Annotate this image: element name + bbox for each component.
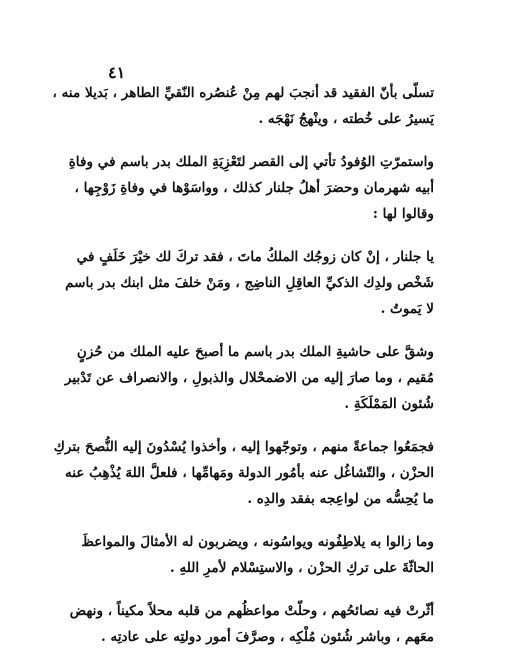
text-line: شَخْص ولدِك الذكيِّ العاقِلِ الناضِج ، ومَنْ خلفَ مثل ابنك بدر باسم <box>65 275 434 291</box>
paragraph <box>53 434 434 512</box>
text-line: وشقَّ على حاشيةِ الملك بدر باسم ما أصبحَ عليه الملك من حُزنٍ <box>76 344 434 360</box>
text-line: الحزْن ، والتّشاغُل عنه بأمُور الدولة ومَهامِّها ، فلعلَّ اللهَ يُذْهِبُ عنه <box>64 465 434 481</box>
paragraph <box>69 598 434 650</box>
text-line: معَهم ، وباشر شُئون مُلْكِه ، وصرَّفَ أمور دولتِه على عادتِه . <box>101 629 434 645</box>
text-line: وما زالوا به يلاطِفُونه ويواسُونه ، ويضربون له الأمثالَ والمواعظَ <box>81 534 434 550</box>
page-number: ٤١ <box>108 63 126 82</box>
text-line: فجمَعُوا جماعةً منهم ، وتوجّهوا إليه ، وأخذوا يُسْدُونَ إليه النُّصحَ بتركِ <box>53 439 434 455</box>
text-line: لا يَموتُ . <box>380 301 434 317</box>
paragraph <box>52 80 434 132</box>
text-line: يَسيرُ على خُطته ، وينْهجُ نَهْجَه . <box>258 111 434 127</box>
text-line: يا جلنار ، إنْ كان زوجُك الملكُ ماتَ ، فقد تركَ لك خيْرَ خَلَفٍ في <box>76 249 434 265</box>
paragraph <box>65 244 434 322</box>
text-line: وقالوا لها : <box>372 206 434 222</box>
text-line: شُئون المَمْلَكَةِ . <box>344 396 434 412</box>
text-line: ما يُحِسُّه من لواعِجه بفقد والدِه . <box>247 491 434 507</box>
text-line: أبيه شهرمان وحضرَ أهلُ جلنار كذلك ، وواسَوْها في وفاةِ زَوْجِها ، <box>74 180 434 196</box>
text-line: أثّرتْ فيه نصائحُهم ، وحلّتْ مواعظُهم من قلبه محلاً مكيناً ، ونهض <box>69 603 434 619</box>
paragraph <box>81 529 434 581</box>
paragraph <box>68 149 434 227</box>
text-line: تسلّى بأنّ الفقيد قد أنجبَ لهم مِنْ عُنصُره النّقيِّ الطاهر ، بَديلا منه ، <box>52 85 434 101</box>
text-line: مُقيم ، وما صارَ إليه من الاضمحْلال والذبولِ ، والانصراف عن تَدْبير <box>64 370 434 386</box>
body-text <box>52 80 434 667</box>
text-line: واستمرّتِ الوُفودُ تأتي إلى القصر لتَعْزِيَةِ الملك بدر باسم في وفاةِ <box>68 154 434 170</box>
paragraph <box>64 339 434 417</box>
text-line: الحاثّةَ على تركِ الحزْن ، والاستِسْلام لأمرِ اللهِ . <box>170 560 434 576</box>
